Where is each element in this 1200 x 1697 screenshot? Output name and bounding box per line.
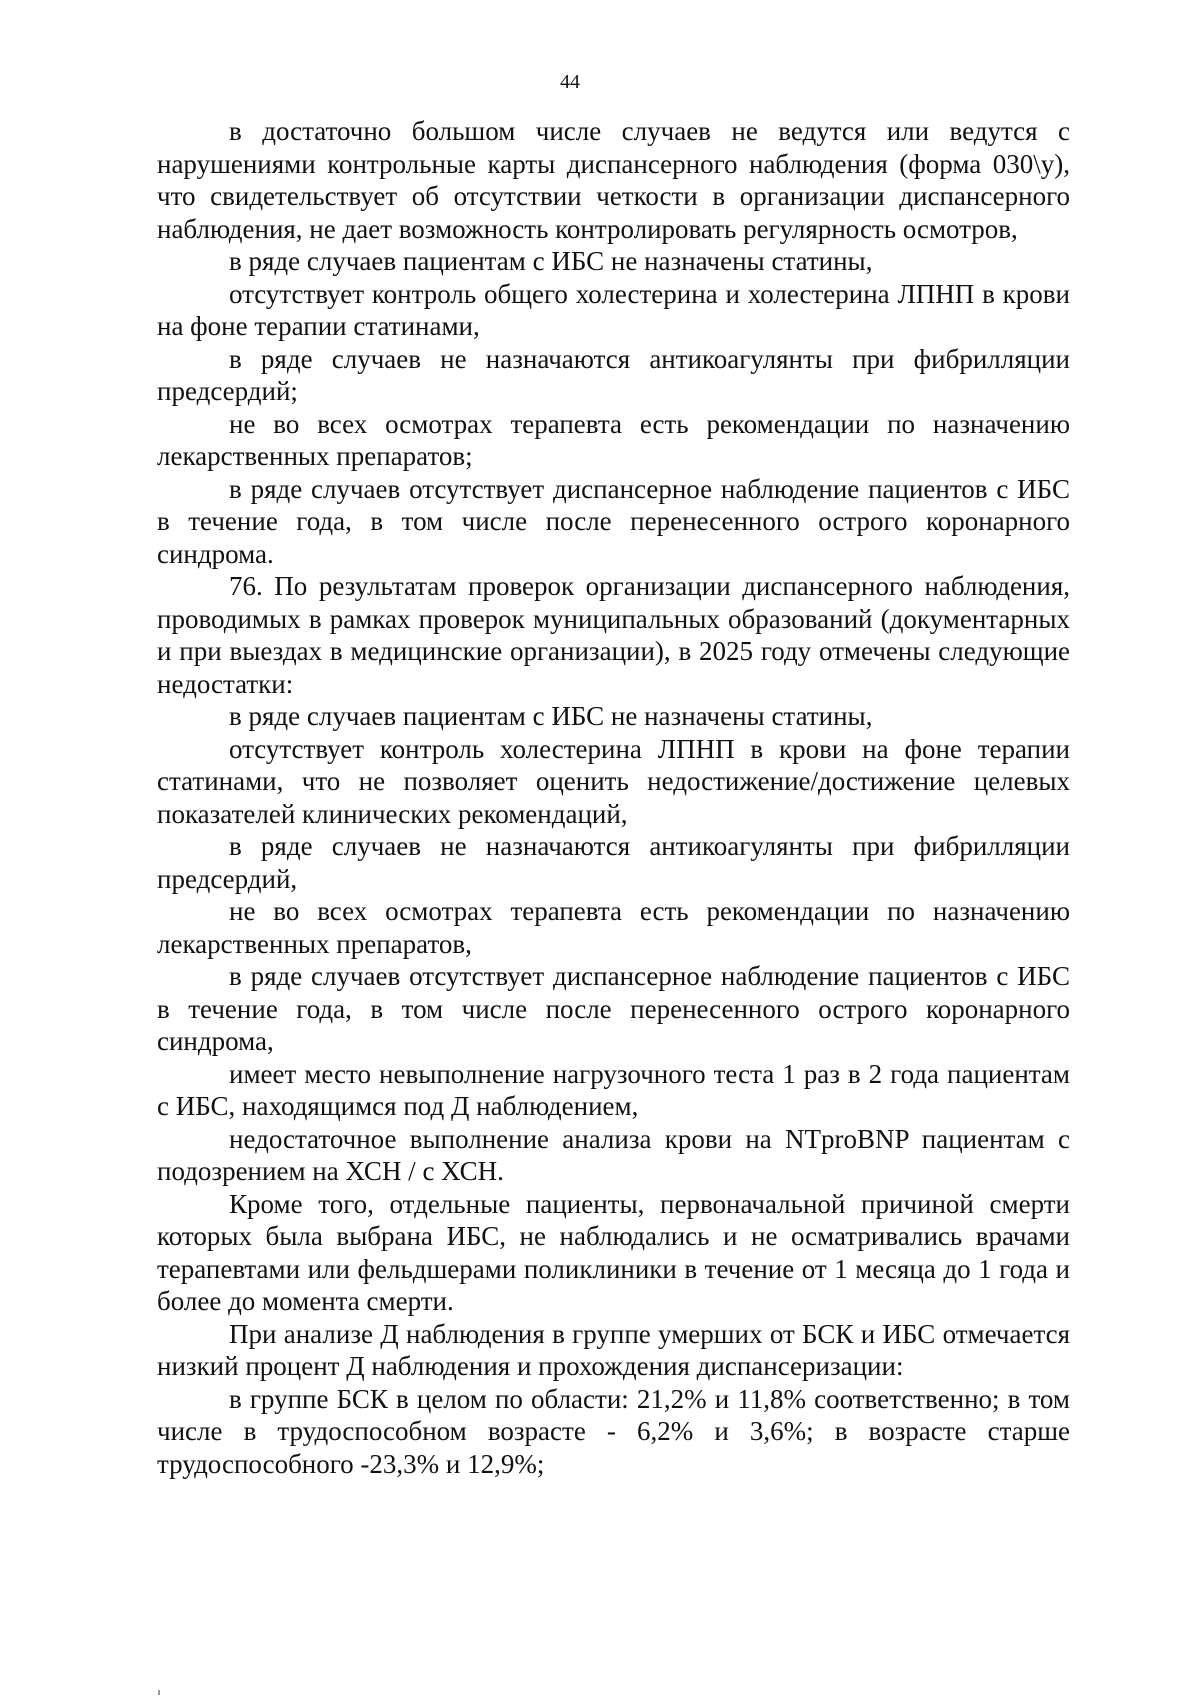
scan-edge-mark xyxy=(158,1690,160,1695)
document-body xyxy=(157,115,1070,1480)
paragraph-patients-not-observed: Кроме того, отдельные пациенты, первоначальной причиной смерти которых была выбрана ИБС, не наблюдались и не осматривались врачами терапевтами или фельдшерами поликлиники в течение от 1 месяца до 1 года и более до момента смерти. xyxy=(157,1188,1070,1316)
paragraph-bsk-statistics: в группе БСК в целом по области: 21,2% и 11,8% соответственно; в том числе в трудоспособном возрасте - 6,2% и 3,6%; в возрасте старше трудоспособного -23,3% и 12,9%; xyxy=(157,1383,1070,1479)
paragraph-item-76: 76. По результатам проверок организации диспансерного наблюдения, проводимых в рамках проверок муниципальных образований (документарных и при выездах в медицинские организации), в 2025 году отмечены следующие недостатки: xyxy=(157,571,1070,699)
paragraph-analysis-deceased: При анализе Д наблюдения в группе умерших от БСК и ИБС отмечается низкий процент Д наблюдения и прохождения диспансеризации: xyxy=(157,1318,1070,1381)
paragraph-cholesterol-control: отсутствует контроль общего холестерина и холестерина ЛПНП в крови на фоне терапии статинами, xyxy=(157,278,1070,341)
paragraph-no-dispensary-observation: в ряде случаев отсутствует диспансерное наблюдение пациентов с ИБС в течение года, в том числе после перенесенного острого коронарного синдрома. xyxy=(157,473,1070,569)
paragraph-therapist-recommendations-2: не во всех осмотрах терапевта есть рекомендации по назначению лекарственных препаратов, xyxy=(157,896,1070,959)
paragraph-no-dispensary-observation-2: в ряде случаев отсутствует диспансерное наблюдение пациентов с ИБС в течение года, в том числе после перенесенного острого коронарного синдрома, xyxy=(157,961,1070,1056)
paragraph-anticoagulants-2: в ряде случаев не назначаются антикоагулянты при фибрилляции предсердий, xyxy=(157,831,1070,894)
paragraph-anticoagulants: в ряде случаев не назначаются антикоагулянты при фибрилляции предсердий; xyxy=(157,343,1070,406)
page-number: 44 xyxy=(560,71,580,93)
paragraph-statins-not-prescribed-2: в ряде случаев пациентам с ИБС не назначены статины, xyxy=(229,701,873,731)
paragraph-statins-not-prescribed: в ряде случаев пациентам с ИБС не назначены статины, xyxy=(229,246,873,276)
paragraph-ntprobnp: недостаточное выполнение анализа крови на NTproBNP пациентам с подозрением на ХСН / с ХСН. xyxy=(157,1123,1070,1186)
paragraph-therapist-recommendations: не во всех осмотрах терапевта есть рекомендации по назначению лекарственных препаратов; xyxy=(157,408,1070,471)
paragraph-card-violations: в достаточно большом числе случаев не ведутся или ведутся с нарушениями контрольные карты диспансерного наблюдения (форма 030\у), что свидетельствует об отсутствии четкости в организации диспансерного наблюдения, не дает возможность контролировать регулярность осмотров, xyxy=(157,116,1070,244)
paragraph-stress-test: имеет место невыполнение нагрузочного теста 1 раз в 2 года пациентам с ИБС, находящимся под Д наблюдением, xyxy=(157,1058,1070,1121)
paragraph-ldl-control: отсутствует контроль холестерина ЛПНП в крови на фоне терапии статинами, что не позволяет оценить недостижение/достижение целевых показателей клинических рекомендаций, xyxy=(157,733,1070,829)
